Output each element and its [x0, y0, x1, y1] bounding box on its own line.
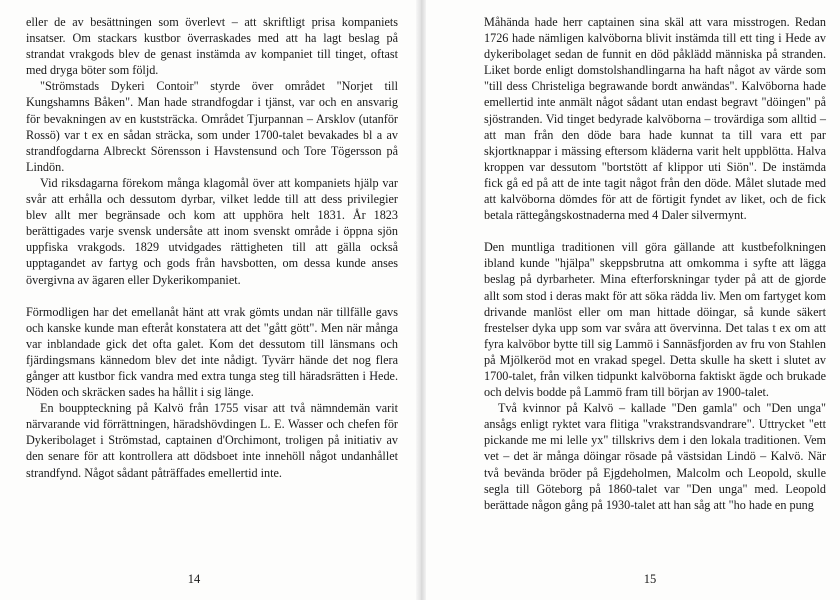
- paragraph: Förmodligen har det emellanåt hänt att vrak gömts undan när tillfälle gavs och kanske kunde man efteråt konstatera att det "gått gött". Men när många var inblandade gick det ofta galet. Kom det dessutom till länsmans och fjärdingsmans kännedom blev det inte nådigt. Tyvärr hände det nog flera gånger att kustbor fick vandra med extra tunga steg till häradsrätten i Hede. Nöden och skräcken sades ha hållit i sig länge.: [26, 304, 398, 400]
- right-page: [484, 14, 826, 513]
- paragraph: Måhända hade herr captainen sina skäl att vara misstrogen. Redan 1726 hade nämligen kalvöborna blivit instämda till ett ting i Hede av dykeribolaget sedan de funnit en död påklädd människa på stranden. Liket borde enligt domstolshandlingarna ha haft något av värde som "till dess Christeliga begrawande bordt anwändas". Kalvöborna hade emellertid inte anmält något sådant utan endast begravt "döingen" på sjöstranden. Vid tinget bedyrade kalvöborna – trovärdiga som alltid – att man från den döde bara hade kunnat ta till vara ett par skjortknappar i mässing eftersom kläderna varit helt uppblötta. Halva kroppen var dessutom "bortstött af klippor uti Siön". De instämda fick gå ed på att de inte tagit något från den döde. Målet slutade med att kalvöborna dömdes för att de förtigit fyndet av liket, och de fick betala rättegångskostnaderna med 4 Daler silvermynt.: [484, 15, 826, 223]
- paragraph: En bouppteckning på Kalvö från 1755 visar att två nämndemän varit närvarande vid förrättningen, häradshövdingen L. E. Wasser och chefen för Dykeribolaget i Strömstad, captainen d'Orchimont, troligen på initiativ av den senare för att kontrollera att dödsboet inte innehöll något undanhållet strandfynd. Något sådant påträffades emellertid inte.: [26, 401, 398, 480]
- paragraph: Två kvinnor på Kalvö – kallade "Den gamla" och "Den unga" ansågs enligt ryktet vara flitiga "vrakstrandsvandrare". Uttrycket "ett pickande me mi lelle yx" tillskrivs dem i den lokala traditionen. Vem vet – det är många döingar rösade på västsidan Lindö – Kalvö. När två bevända bröder på Ejgdeholmen, Malcolm och Leopold, skulle segla till Göteborg på 1860-talet var "Den unga" med. Leopold berättade någon gång på 1930-talet att han såg att "ho hade en pung: [484, 401, 826, 512]
- page-number-left: 14: [187, 572, 201, 586]
- book-gutter: [416, 0, 426, 600]
- page-number-right: 15: [643, 572, 657, 586]
- paragraph: eller de av besättningen som överlevt – att skriftligt prisa kompaniets insatser. Om stackars kustbor överraskades med att ha lagt beslag på strandat vrakgods blev de genast instämda av kompaniet till tinget, oftast med dryga böter som följd.: [26, 15, 398, 78]
- paragraph: Den muntliga traditionen vill göra gällande att kustbefolkningen ibland kunde "hjälpa" skeppsbrutna att omkomma i syfte att lägga beslag på dyrbarheter. Mina efterforskningar tyder på att de gjorde allt som stod i deras makt för att söka rädda liv. Men om fartyget kom drivande manlöst eller om man hittade döingar, så kunde säkert frestelser dyka upp som var svåra att övervinna. Det talas t ex om att fyra kalvöbor bytte till sig Lammö i Sannäsfjorden av fru von Stahlen på Mjölkeröd mot en vrakad spegel. Detta skulle ha skett i slutet av 1700-talet, från vilken tidpunkt kalvöborna faktiskt ägde och brukade och delvis bodde på Lammö fram till början av 1900-talet.: [484, 240, 826, 400]
- paragraph: Vid riksdagarna förekom många klagomål över att kompaniets hjälp var svår att erhålla och dessutom dyrbar, vilket ledde till att dess privilegier blev allt mer begränsade och kom att upphöra helt 1831. År 1823 berättigades varje svensk undersåte att inom svenskt område i öppna sjön uppfiska vrakgods. 1829 utvidgades rättigheten till att gälla också upptagandet av fartyg och gods från havsbotten, om dessa kunde anses övergivna av ägaren eller Dykerikompaniet.: [26, 175, 398, 287]
- paragraph: "Strömstads Dykeri Contoir" styrde över området "Norjet till Kungshamns Båken". Man hade strandfogdar i tjänst, var och en ansvarig för bevakningen av en kuststräcka. Området Tjurpannan – Arsklov (utanför Rossö) var t ex en sådan sträcka, som under 1700-talet bevakades bl a av strandfogdarna Albreckt Sörensson i Havstensund och Tore Tögersson på Lindön.: [26, 79, 398, 174]
- left-page: [26, 14, 398, 481]
